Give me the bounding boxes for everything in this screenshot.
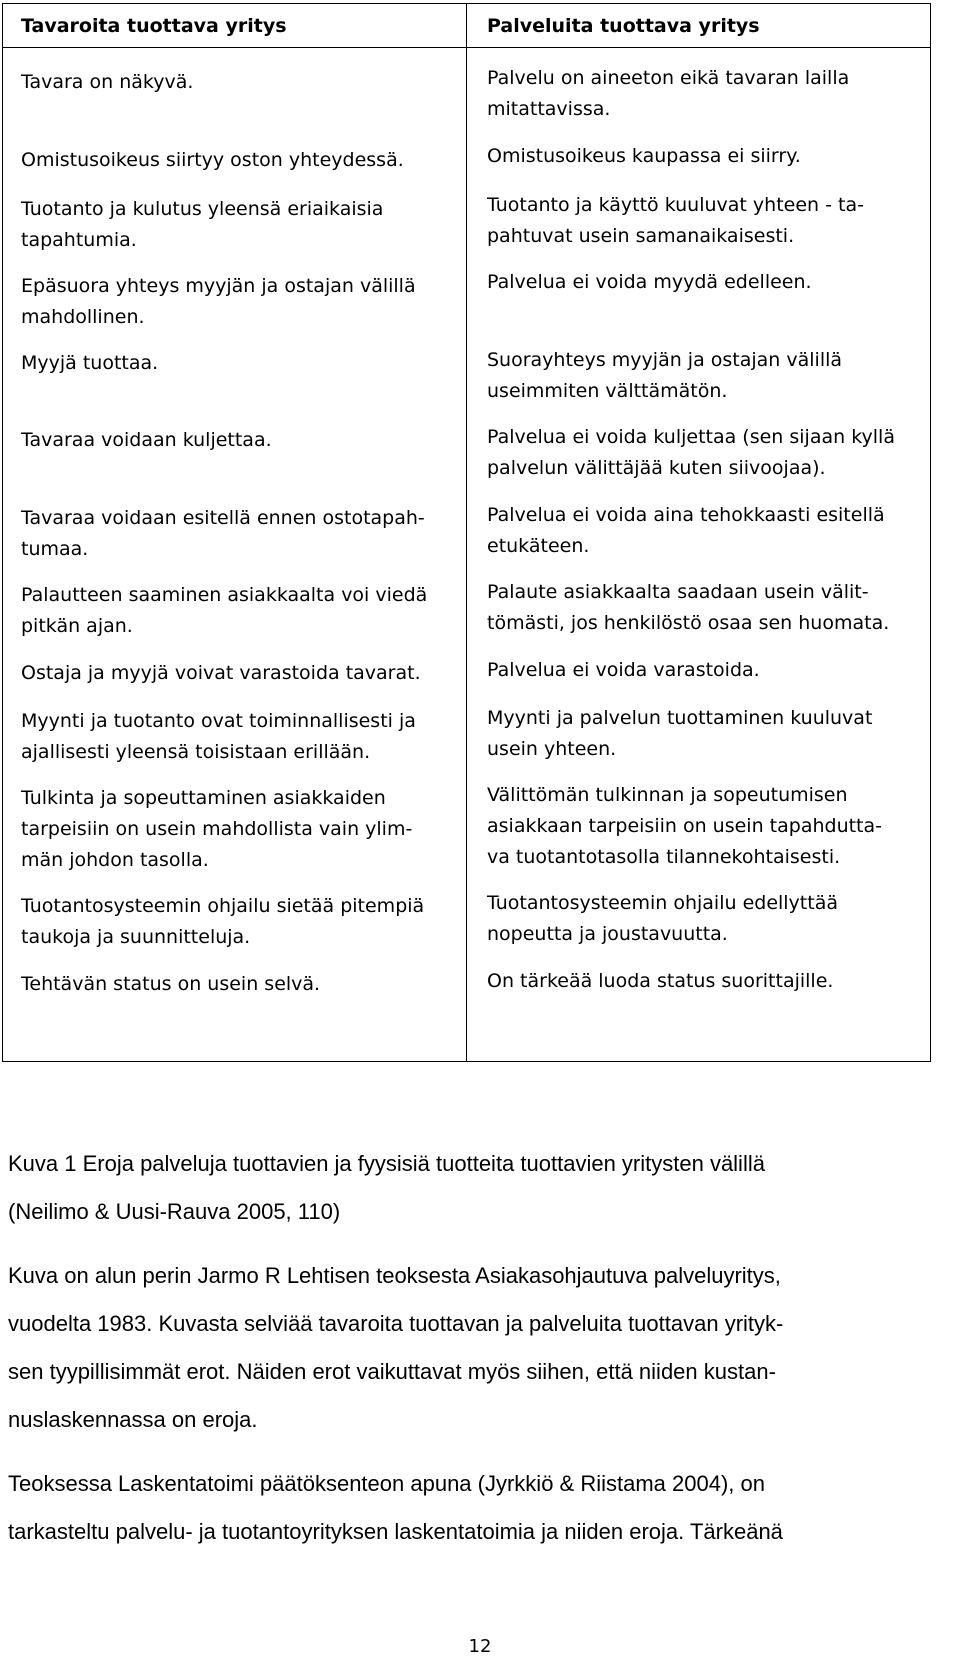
service-item: Palvelua ei voida kuljettaa (sen sijaan kyllä palvelun välittäjää kuten siivoojaa). xyxy=(487,426,895,479)
service-column-header: Palveluita tuottava yritys xyxy=(467,4,930,48)
page-number: 12 xyxy=(468,1636,492,1657)
goods-item: Ostaja ja myyjä voivat varastoida tavarat. xyxy=(21,662,421,684)
goods-item: Omistusoikeus siirtyy oston yhteydessä. xyxy=(21,149,404,171)
service-item: Palvelu on aineeton eikä tavaran lailla mitattavissa. xyxy=(487,67,850,120)
service-item: Tuotantosysteemin ohjailu edellyttää nopeutta ja joustavuutta. xyxy=(487,892,838,945)
goods-item: Myynti ja tuotanto ovat toiminnallisesti ja ajallisesti yleensä toisistaan erillään. xyxy=(21,710,416,763)
service-item: Tuotanto ja käyttö kuuluvat yhteen - ta- pahtuvat usein samanaikaisesti. xyxy=(487,194,864,247)
service-company-column xyxy=(467,4,930,1061)
service-item: Välittömän tulkinnan ja sopeutumisen asiakkaan tarpeisiin on usein tapahdutta- va tuotantotasolla tilannekohtaisesti. xyxy=(487,784,883,868)
goods-item: Tavaraa voidaan esitellä ennen ostotapah- tumaa. xyxy=(21,507,425,560)
service-item: Palvelua ei voida myydä edelleen. xyxy=(487,271,812,293)
service-item: Palaute asiakkaalta saadaan usein välit- tömästi, jos henkilöstö osaa sen huomata. xyxy=(487,581,890,634)
goods-item: Tavaraa voidaan kuljettaa. xyxy=(21,429,272,451)
service-item: Palvelua ei voida aina tehokkaasti esitellä etukäteen. xyxy=(487,504,885,557)
body-paragraph: Teoksessa Laskentatoimi päätöksenteon apuna (Jyrkkiö & Riistama 2004), on tarkasteltu palvelu- ja tuotantoyrityksen laskentatoimia ja niiden eroja. Tärkeänä xyxy=(8,1471,783,1544)
goods-item: Palautteen saaminen asiakkaalta voi viedä pitkän ajan. xyxy=(21,584,428,637)
service-item: Myynti ja palvelun tuottaminen kuuluvat usein yhteen. xyxy=(487,707,873,760)
comparison-table xyxy=(2,3,931,1062)
goods-column-header: Tavaroita tuottava yritys xyxy=(3,4,466,48)
service-item: Omistusoikeus kaupassa ei siirry. xyxy=(487,145,801,167)
goods-item: Tuotantosysteemin ohjailu sietää pitempiä taukoja ja suunnitteluja. xyxy=(21,895,425,948)
goods-item: Myyjä tuottaa. xyxy=(21,352,159,374)
service-item: Palvelua ei voida varastoida. xyxy=(487,659,760,681)
service-item: On tärkeää luoda status suorittajille. xyxy=(487,970,834,992)
goods-item: Tulkinta ja sopeuttaminen asiakkaiden tarpeisiin on usein mahdollista vain ylim- män johdon tasolla. xyxy=(21,787,413,871)
service-item: Suorayhteys myyjän ja ostajan välillä useimmiten välttämätön. xyxy=(487,349,843,402)
goods-item: Tuotanto ja kulutus yleensä eriaikaisia tapahtumia. xyxy=(21,198,384,251)
goods-item: Tehtävän status on usein selvä. xyxy=(21,973,321,995)
goods-company-column xyxy=(3,4,467,1061)
body-paragraph: Kuva on alun perin Jarmo R Lehtisen teoksesta Asiakasohjautuva palveluyritys, vuodelta 1983. Kuvasta selviää tavaroita tuottavan ja palveluita tuottavan yrityk- sen tyypillisimmät erot. Näiden erot vaikuttavat myös siihen, että niiden kustan- nuslaskennassa on eroja. xyxy=(8,1263,784,1432)
goods-item: Tavara on näkyvä. xyxy=(21,71,194,93)
goods-item: Epäsuora yhteys myyjän ja ostajan välillä mahdollinen. xyxy=(21,275,416,328)
figure-caption: Kuva 1 Eroja palveluja tuottavien ja fyysisiä tuotteita tuottavien yritysten välillä (Neilimo & Uusi-Rauva 2005, 110) xyxy=(8,1151,765,1224)
